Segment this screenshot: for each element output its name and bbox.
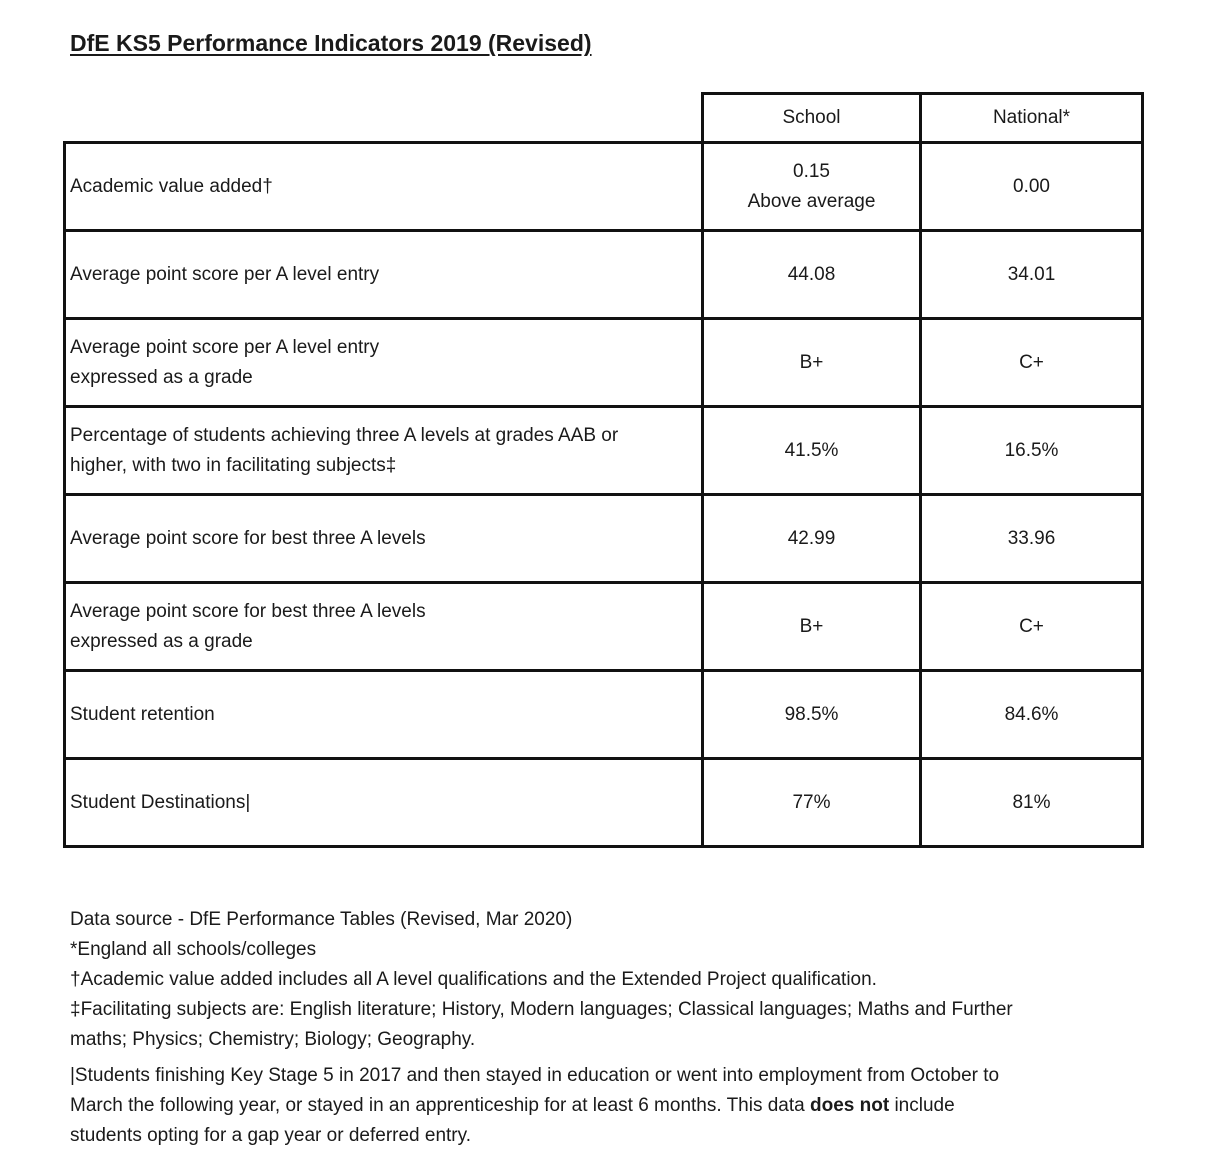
national-definition-note: *England all schools/colleges [70, 939, 317, 960]
table-header-row [65, 94, 1143, 143]
header-national: National* [921, 94, 1143, 143]
table-row [65, 143, 1143, 231]
performance-table [63, 92, 1144, 848]
national-value: C+ [921, 583, 1143, 671]
school-value [703, 407, 921, 495]
indicator-label [65, 319, 703, 407]
page-title: DfE KS5 Performance Indicators 2019 (Revised) [70, 30, 592, 56]
indicator-label-line: higher, with two in facilitating subjects‡ [70, 454, 397, 476]
school-value [703, 231, 921, 319]
value-added-note: †Academic value added includes all A level qualifications and the Extended Project qualification. [70, 969, 877, 990]
school-value-line: B+ [799, 615, 824, 637]
indicator-label-line: Student Destinations| [70, 791, 251, 813]
destinations-note-emphasis: does not [810, 1095, 890, 1116]
indicator-label-line: Student retention [70, 703, 215, 725]
indicator-label-line: Average point score per A level entry [70, 336, 380, 358]
school-value-line: 0.15 [793, 160, 830, 182]
school-value [703, 759, 921, 847]
indicator-label [65, 143, 703, 231]
indicator-label [65, 583, 703, 671]
school-value [703, 319, 921, 407]
school-value-line: B+ [799, 351, 824, 373]
school-value-line: Above average [747, 190, 876, 212]
header-blank-cell [65, 94, 703, 143]
national-value: 34.01 [921, 231, 1143, 319]
destinations-note-line-2 [70, 1091, 1130, 1121]
indicator-label-line: expressed as a grade [70, 630, 253, 652]
school-value-line: 98.5% [784, 703, 839, 725]
destinations-note-line-3: students opting for a gap year or deferred entry. [70, 1125, 471, 1146]
footnotes [70, 905, 1130, 1151]
indicator-label [65, 759, 703, 847]
national-value: 16.5% [921, 407, 1143, 495]
performance-table-container [63, 92, 1141, 848]
table-row [65, 671, 1143, 759]
indicator-label-line: Academic value added† [70, 175, 273, 197]
facilitating-subjects-note-line-1: ‡Facilitating subjects are: English literature; History, Modern languages; Classical languages; Maths and Further [70, 999, 1013, 1020]
school-value [703, 671, 921, 759]
table-row [65, 319, 1143, 407]
national-value: 0.00 [921, 143, 1143, 231]
indicator-label-line: Percentage of students achieving three A levels at grades AAB or [70, 424, 619, 446]
school-value-line: 77% [792, 791, 831, 813]
school-value-line: 44.08 [787, 263, 836, 285]
school-value [703, 495, 921, 583]
school-value-line: 42.99 [787, 527, 836, 549]
indicator-label-line: expressed as a grade [70, 366, 253, 388]
national-value: 84.6% [921, 671, 1143, 759]
national-value: 81% [921, 759, 1143, 847]
indicator-label-line: Average point score for best three A levels [70, 527, 426, 549]
table-row [65, 583, 1143, 671]
indicator-label [65, 495, 703, 583]
data-source-note: Data source - DfE Performance Tables (Revised, Mar 2020) [70, 909, 573, 930]
school-value [703, 583, 921, 671]
destinations-note-line-1: |Students finishing Key Stage 5 in 2017 and then stayed in education or went into employment from October to [70, 1065, 1000, 1086]
indicator-label [65, 407, 703, 495]
table-row [65, 759, 1143, 847]
indicator-label-line: Average point score for best three A levels [70, 600, 426, 622]
indicator-label [65, 231, 703, 319]
table-row [65, 231, 1143, 319]
table-row [65, 495, 1143, 583]
header-school: School [703, 94, 921, 143]
destinations-note-text-a: March the following year, or stayed in an apprenticeship for at least 6 months. This data [70, 1095, 810, 1116]
destinations-note-text-c: include [889, 1095, 955, 1116]
school-value [703, 143, 921, 231]
national-value: 33.96 [921, 495, 1143, 583]
indicator-label-line: Average point score per A level entry [70, 263, 380, 285]
facilitating-subjects-note-line-2: maths; Physics; Chemistry; Biology; Geography. [70, 1029, 476, 1050]
national-value: C+ [921, 319, 1143, 407]
table-row [65, 407, 1143, 495]
indicator-label [65, 671, 703, 759]
school-value-line: 41.5% [784, 439, 839, 461]
